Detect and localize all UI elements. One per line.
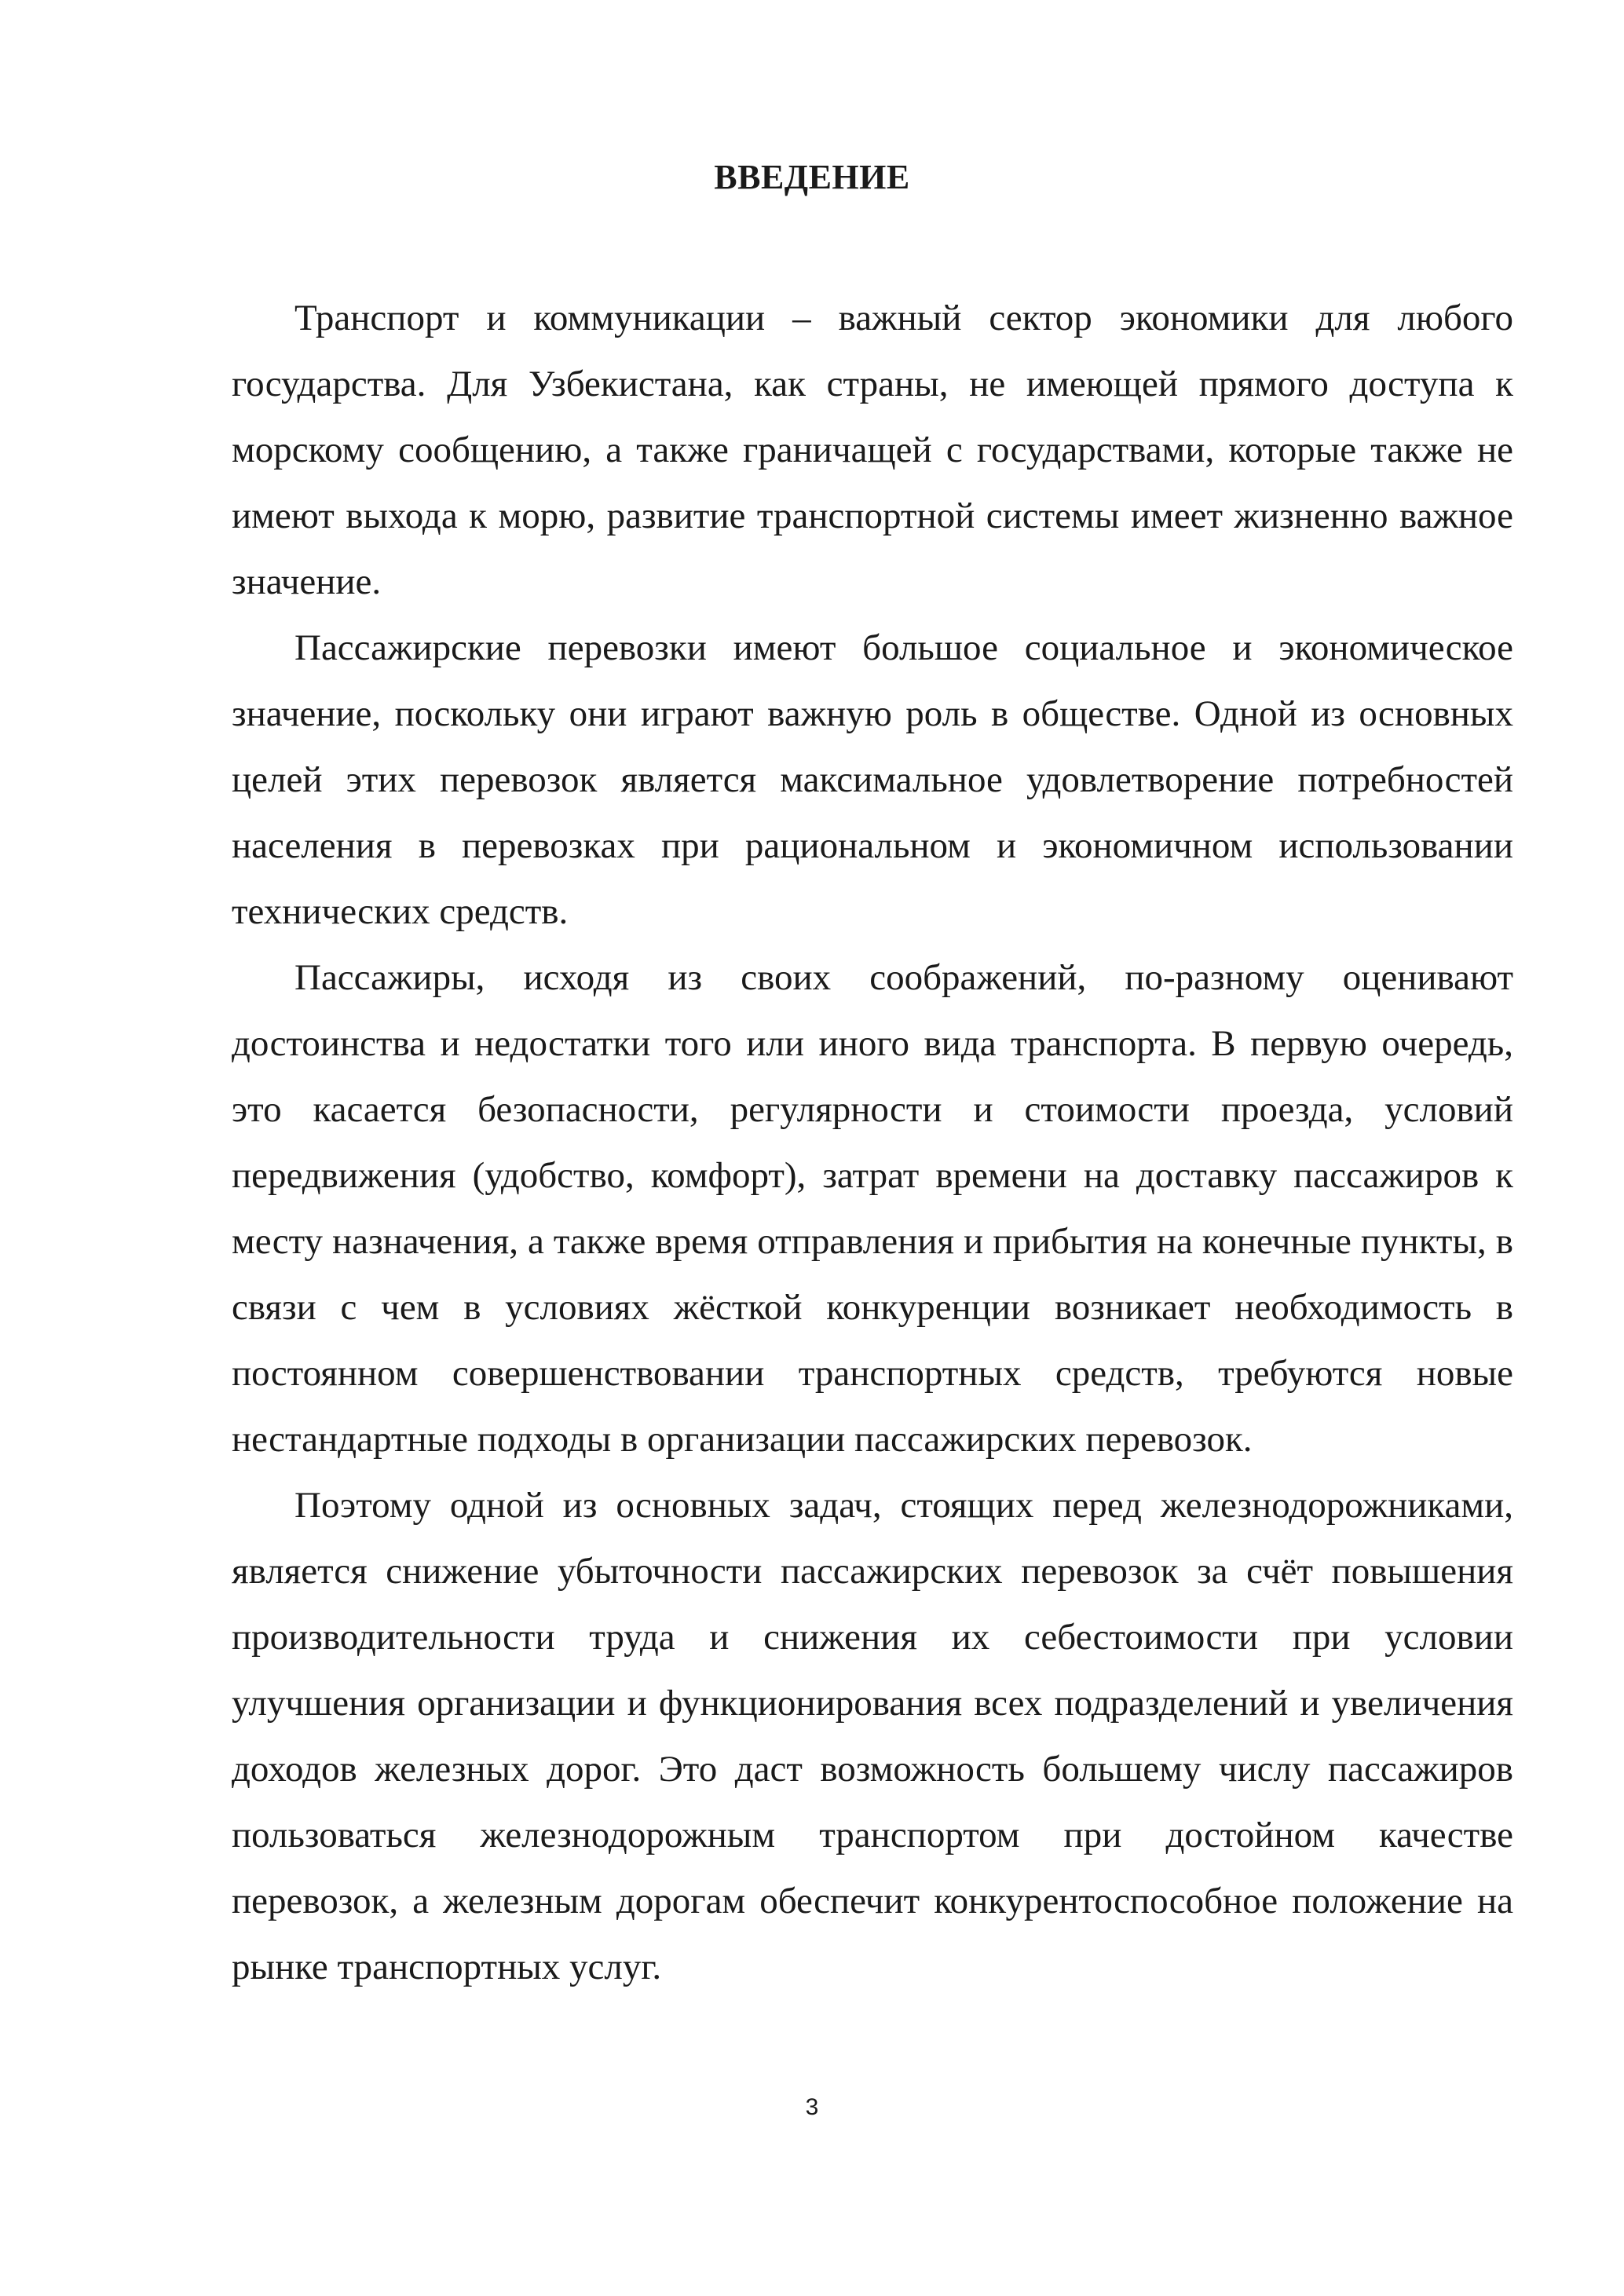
paragraph-1: Транспорт и коммуникации – важный сектор экономики для любого государства. Для Узбекистана, как страны, не имеющей прямого доступа к морскому сообщению, а также граничащей с государствами, которые также не имеют выхода к морю, развитие транспортной системы имеет жизненно важное значение. bbox=[232, 298, 1513, 602]
body-text bbox=[232, 285, 1513, 2000]
paragraph-4: Поэтому одной из основных задач, стоящих перед железнодорожниками, является снижение убыточности пассажирских перевозок за счёт повышения производительности труда и снижения их себестоимости при условии улучшения организации и функционирования всех подразделений и увеличения доходов железных дорог. Это даст возможность большему числу пассажиров пользоваться железнодорожным транспортом при достойном качестве перевозок, а железным дорогам обеспечит конкурентоспособное положение на рынке транспортных услуг. bbox=[232, 1485, 1513, 1987]
page-number: 3 bbox=[805, 2094, 819, 2120]
paragraph-2: Пассажирские перевозки имеют большое социальное и экономическое значение, поскольку они играют важную роль в обществе. Одной из основных целей этих перевозок является максимальное удовлетворение потребностей населения в перевозках при рациональном и экономичном использовании технических средств. bbox=[232, 627, 1513, 932]
page-title: ВВЕДЕНИЕ bbox=[714, 158, 910, 196]
paragraph-3: Пассажиры, исходя из своих соображений, по-разному оценивают достоинства и недостатки того или иного вида транспорта. В первую очередь, это касается безопасности, регулярности и стоимости проезда, условий передвижения (удобство, комфорт), затрат времени на доставку пассажиров к месту назначения, а также время отправления и прибытия на конечные пункты, в связи с чем в условиях жёсткой конкуренции возникает необходимость в постоянном совершенствовании транспортных средств, требуются новые нестандартные подходы в организации пассажирских перевозок. bbox=[232, 957, 1513, 1460]
